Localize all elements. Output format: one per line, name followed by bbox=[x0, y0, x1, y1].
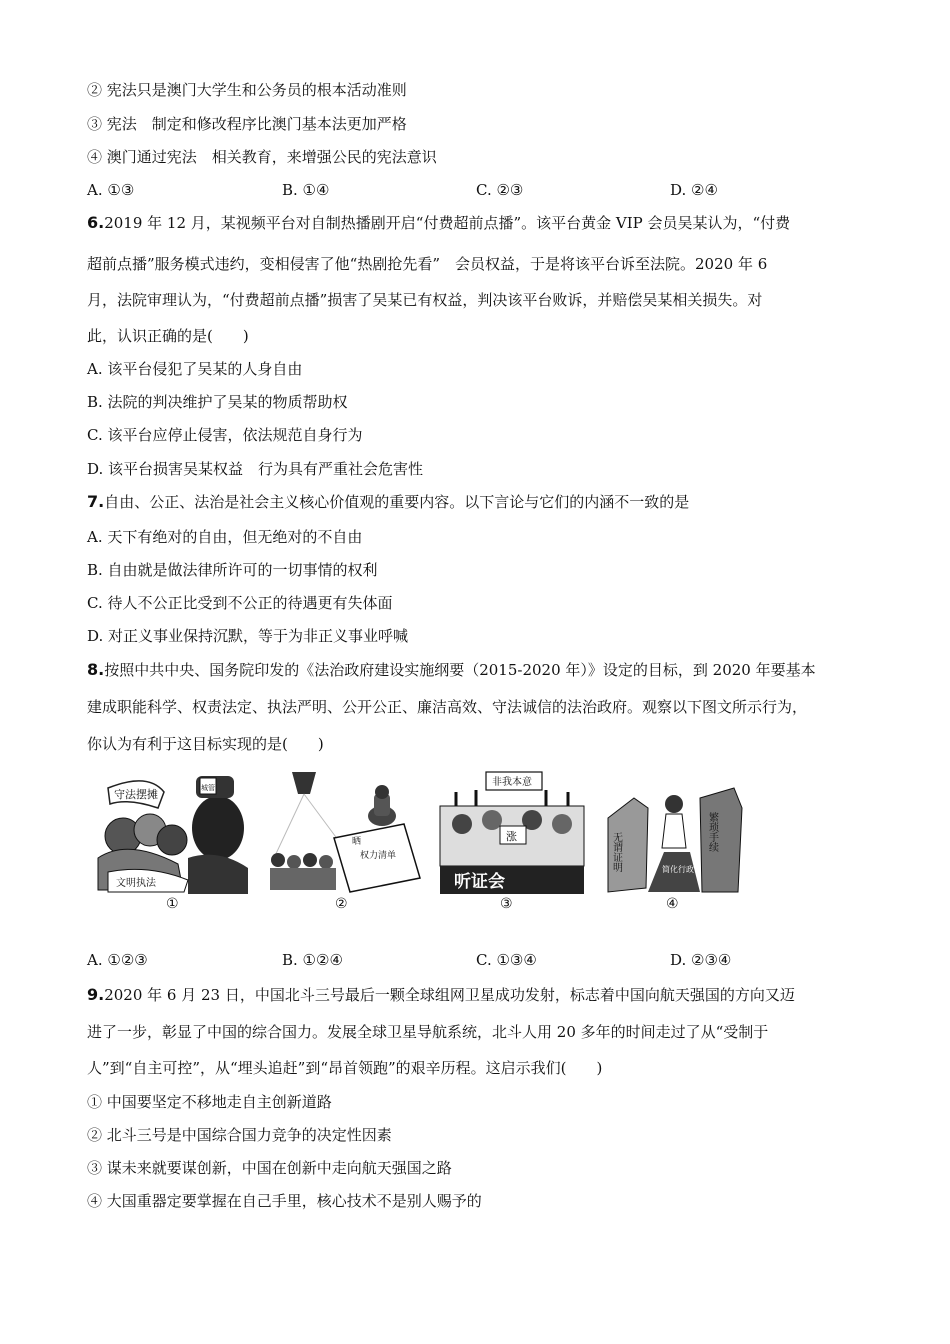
cartoon-4-image bbox=[604, 768, 746, 896]
q8-option-b: B. ①②④ bbox=[282, 951, 343, 969]
q8-line-3: 你认为有利于这目标实现的是( ) bbox=[87, 735, 324, 753]
q8-line-2: 建成职能科学、权责法定、执法严明、公开公正、廉洁高效、守法诚信的法治政府。观察以下图文所示行为， bbox=[87, 698, 808, 716]
q7-number: 7. bbox=[87, 492, 105, 511]
cartoon-3-label-sign: 非我本意 bbox=[492, 777, 532, 788]
q7-option-d: D. 对正义事业保持沉默，等于为非正义事业呼喊 bbox=[87, 627, 409, 645]
q8-option-c: C. ①③④ bbox=[476, 951, 537, 969]
q9-item-3: ③ 谋未来就要谋创新，中国在创新中走向航天强国之路 bbox=[87, 1159, 452, 1177]
q9-item-2: ② 北斗三号是中国综合国力竞争的决定性因素 bbox=[87, 1126, 392, 1144]
q6-option-a: A. 该平台侵犯了吴某的人身自由 bbox=[87, 360, 303, 378]
q9-item-4: ④ 大国重器定要掌握在自己手里，核心技术不是别人赐予的 bbox=[87, 1192, 482, 1210]
cartoon-3-label-rise: 涨 bbox=[506, 830, 517, 843]
q7-option-a: A. 天下有绝对的自由，但无绝对的不自由 bbox=[87, 528, 363, 546]
q8-option-a: A. ①②③ bbox=[87, 951, 148, 969]
q6-number: 6. bbox=[87, 213, 105, 232]
q6-line-1: 6.2019 年 12 月，某视频平台对自制热播剧开启“付费超前点播”。该平台黄金 VIP 会员吴某认为，“付费 bbox=[87, 213, 791, 232]
q6-option-c: C. 该平台应停止侵害，依法规范自身行为 bbox=[87, 426, 363, 444]
cartoon-3-image bbox=[436, 768, 588, 896]
cartoon-2-label-list: 权力清单 bbox=[360, 851, 397, 861]
cartoon-1-caption: ① bbox=[166, 896, 179, 912]
q9-number: 9. bbox=[87, 985, 105, 1004]
q6-option-d: D. 该平台损害吴某权益 行为具有严重社会危害性 bbox=[87, 460, 424, 478]
q9-item-1: ① 中国要坚定不移地走自主创新道路 bbox=[87, 1093, 332, 1111]
cartoon-2-image bbox=[264, 768, 424, 896]
q7-option-b: B. 自由就是做法律所许可的一切事情的权利 bbox=[87, 561, 378, 579]
cartoon-2-label-show: 晒 bbox=[352, 837, 362, 847]
q5-option-a: A. ①③ bbox=[87, 181, 135, 199]
q5-item-3: ③ 宪法 制定和修改程序比澳门基本法更加严格 bbox=[87, 115, 407, 133]
cartoon-1-label-hand: 文明执法 bbox=[116, 878, 156, 889]
q9-line-1: 9.2020 年 6 月 23 日，中国北斗三号最后一颗全球组网卫星成功发射，标志着中国向航天强国的方向又迈 bbox=[87, 985, 795, 1004]
q8-option-d: D. ②③④ bbox=[670, 951, 732, 969]
q5-option-b: B. ①④ bbox=[282, 181, 330, 199]
cartoon-2-caption: ② bbox=[335, 896, 348, 912]
cartoon-4-label-procedure: 繁琐手续 bbox=[706, 812, 718, 852]
q5-option-c: C. ②③ bbox=[476, 181, 524, 199]
q8-line-1: 8.按照中共中央、国务院印发的《法治政府建设实施纲要（2015-2020 年）》设定的目标，到 2020 年要基本 bbox=[87, 660, 816, 679]
cartoon-3-label-hearing: 听证会 bbox=[454, 872, 505, 892]
q5-item-2: ② 宪法只是澳门大学生和公务员的根本活动准则 bbox=[87, 81, 407, 99]
cartoon-1-label-badge: 城管 bbox=[201, 784, 215, 792]
cartoon-4-caption: ④ bbox=[666, 896, 679, 912]
q9-line-3: 人”到“自主可控”，从“埋头追赶”到“昂首领跑”的艰辛历程。这启示我们( ) bbox=[87, 1059, 603, 1077]
q8-number: 8. bbox=[87, 660, 105, 679]
cartoon-1-image bbox=[88, 768, 254, 896]
cartoon-4-label-simplify: 简化行政 bbox=[662, 865, 694, 874]
q5-item-4: ④ 澳门通过宪法 相关教育，来增强公民的宪法意识 bbox=[87, 148, 437, 166]
cartoon-4-label-proof: 无谓证明 bbox=[610, 832, 622, 872]
q6-option-b: B. 法院的判决维护了吴某的物质帮助权 bbox=[87, 393, 348, 411]
q6-line-4: 此，认识正确的是( ) bbox=[87, 327, 249, 345]
q6-line-3: 月，法院审理认为，“付费超前点播”损害了吴某已有权益，判决该平台败诉，并赔偿吴某相关损失。对 bbox=[87, 291, 763, 309]
q6-line-2: 超前点播”服务模式违约，变相侵害了他“热剧抢先看” 会员权益，于是将该平台诉至法院。2020 年 6 bbox=[87, 255, 768, 273]
q7-line-1: 7.自由、公正、法治是社会主义核心价值观的重要内容。以下言论与它们的内涵不一致的是 bbox=[87, 492, 690, 511]
q7-option-c: C. 待人不公正比受到不公正的待遇更有失体面 bbox=[87, 594, 393, 612]
cartoon-1-label-sign: 守法摆摊 bbox=[114, 788, 158, 801]
cartoon-3-caption: ③ bbox=[500, 896, 513, 912]
q9-line-2: 进了一步，彰显了中国的综合国力。发展全球卫星导航系统，北斗人用 20 多年的时间走过了从“受制于 bbox=[87, 1023, 769, 1041]
q5-option-d: D. ②④ bbox=[670, 181, 718, 199]
